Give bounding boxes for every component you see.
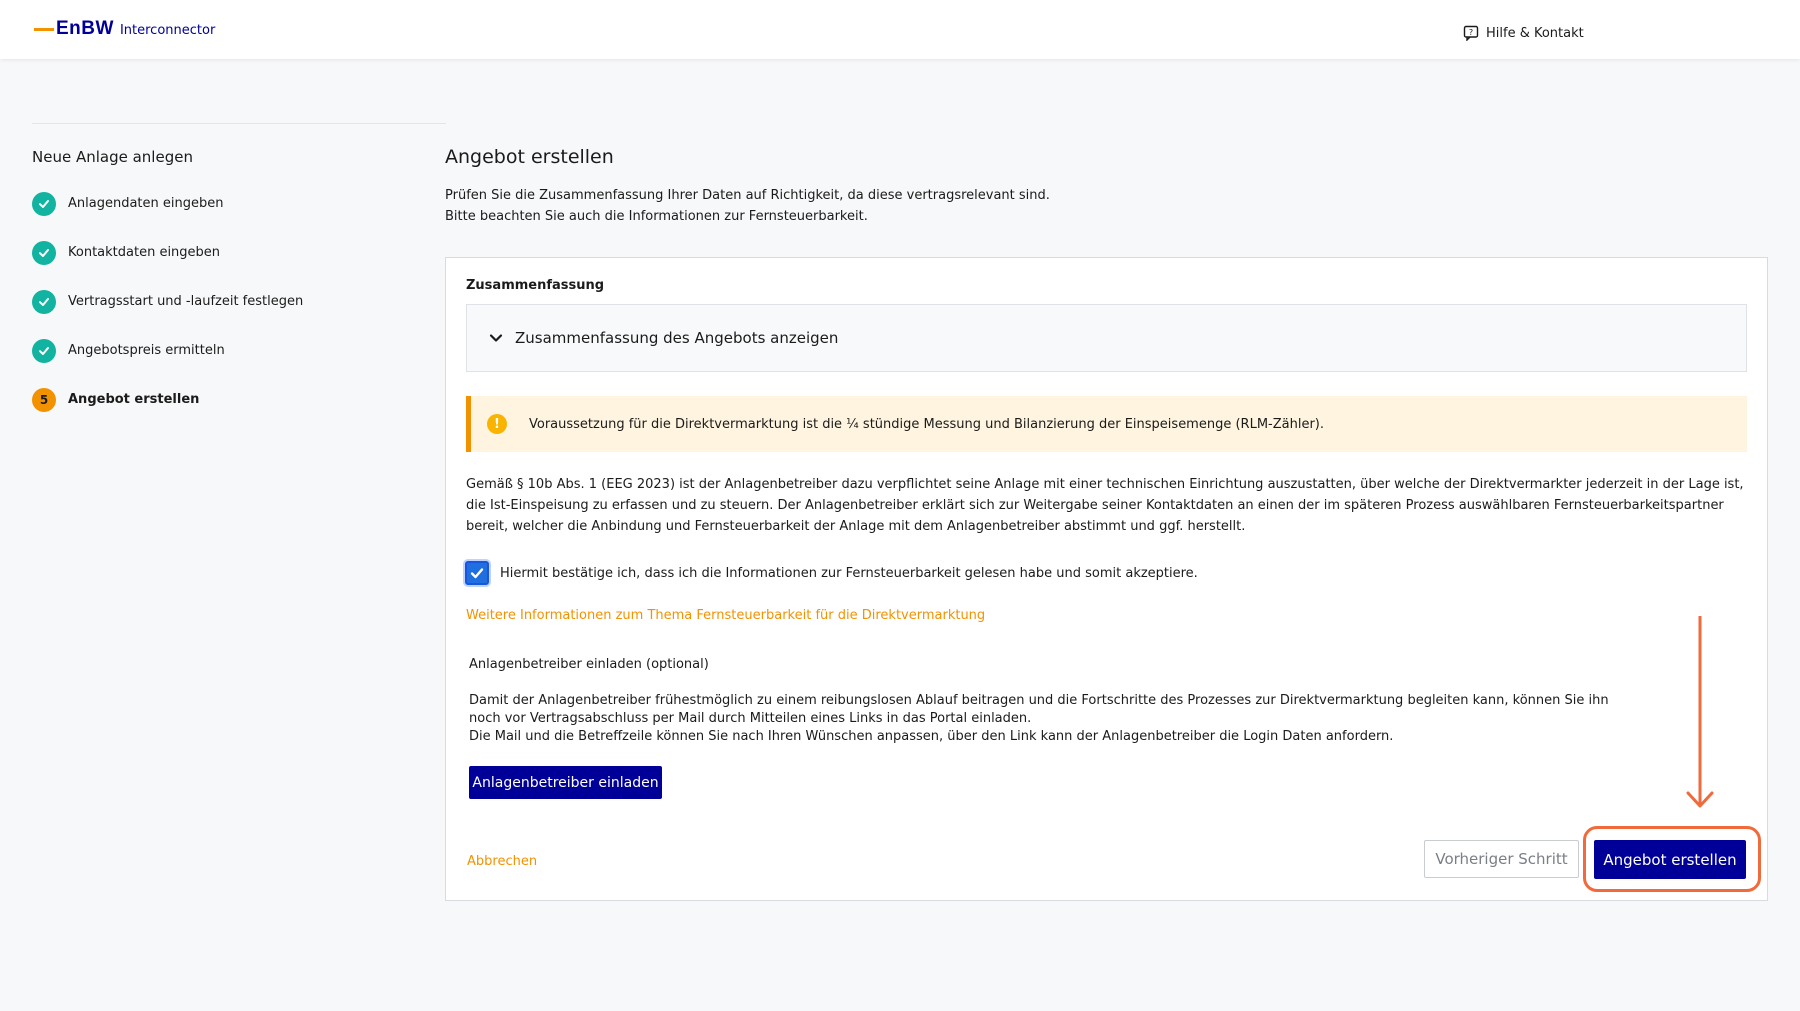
step-label: Vertragsstart und -laufzeit festlegen bbox=[68, 294, 304, 309]
confirm-row bbox=[465, 561, 1198, 585]
confirm-checkbox[interactable] bbox=[465, 561, 489, 585]
step-kontaktdaten[interactable] bbox=[32, 241, 432, 264]
step-label: Kontaktdaten eingeben bbox=[68, 245, 221, 260]
help-contact-link[interactable] bbox=[1463, 25, 1584, 41]
invite-title: Anlagenbetreiber einladen (optional) bbox=[469, 657, 709, 672]
step-label: Angebotspreis ermitteln bbox=[68, 343, 225, 358]
more-info-link[interactable]: Weitere Informationen zum Thema Fernsteuerbarkeit für die Direktvermarktung bbox=[466, 608, 986, 623]
chevron-down-icon bbox=[489, 331, 503, 345]
create-offer-button[interactable]: Angebot erstellen bbox=[1594, 840, 1746, 879]
legal-text: Gemäß § 10b Abs. 1 (EEG 2023) ist der Anlagenbetreiber dazu verpflichtet seine Anlage mit einer technischen Einrichtung auszustatten, über welche der Direktvermarkter jederzeit in der Lage ist, die Ist-Einspeisung zu erfassen und zu steuern. Der Anlagenbetreiber erklärt sich zur Weitergabe seiner Kontaktdaten an einen der im späteren Prozess auswählbaren Fernsteuerbarkeitspartner bereit, welcher die Anbindung und Fernsteuerbarkeit der Anlage mit dem Anlagenbetreiber abstimmt und ggf. herstellt. bbox=[466, 477, 1744, 534]
checkmark-icon bbox=[469, 565, 485, 581]
logo-product: Interconnector bbox=[119, 22, 216, 38]
svg-text:?: ? bbox=[1468, 28, 1474, 37]
help-contact-label: Hilfe & Kontakt bbox=[1486, 25, 1584, 41]
step-anlagendaten[interactable] bbox=[32, 192, 432, 215]
step-label: Angebot erstellen bbox=[68, 392, 200, 407]
step-vertragsstart[interactable] bbox=[32, 290, 432, 313]
check-circle-icon bbox=[32, 290, 56, 314]
summary-card bbox=[445, 257, 1768, 901]
invite-operator-button[interactable]: Anlagenbetreiber einladen bbox=[469, 766, 662, 799]
step-number-badge: 5 bbox=[32, 388, 56, 412]
page-title: Angebot erstellen bbox=[445, 146, 614, 168]
check-circle-icon bbox=[32, 339, 56, 363]
intro-line-2: Bitte beachten Sie auch die Informationen zur Fernsteuerbarkeit. bbox=[445, 209, 868, 224]
info-notice bbox=[466, 396, 1747, 452]
sidebar-divider bbox=[32, 123, 446, 124]
logo-brand: EnBW bbox=[56, 18, 114, 39]
previous-step-button[interactable]: Vorheriger Schritt bbox=[1424, 840, 1579, 878]
accordion-label: Zusammenfassung des Angebots anzeigen bbox=[515, 329, 839, 347]
check-circle-icon bbox=[32, 192, 56, 216]
confirm-label: Hiermit bestätige ich, dass ich die Informationen zur Fernsteuerbarkeit gelesen habe und somit akzeptiere. bbox=[500, 565, 1198, 581]
notice-text: Voraussetzung für die Direktvermarktung ist die ¼ stündige Messung und Bilanzierung der Einspeisemenge (RLM-Zähler). bbox=[529, 416, 1324, 432]
check-circle-icon bbox=[32, 241, 56, 265]
step-angebotspreis[interactable] bbox=[32, 339, 432, 362]
invite-line-1: Damit der Anlagenbetreiber frühestmöglich zu einem reibungslosen Ablauf beitragen und die Fortschritte des Prozesses zur Direktvermarktung begleiten kann, können Sie ihn noch vor Vertragsabschluss per Mail durch Mitteilen eines Links in das Portal einladen. bbox=[469, 693, 1609, 726]
invite-line-2: Die Mail und die Betreffzeile können Sie nach Ihren Wünschen anpassen, über den Link kann der Anlagenbetreiber die Login Daten anfordern. bbox=[469, 729, 1394, 744]
step-label: Anlagendaten eingeben bbox=[68, 196, 224, 211]
logo-accent-line bbox=[34, 28, 54, 31]
enbw-logo[interactable] bbox=[34, 18, 215, 40]
invite-description bbox=[469, 692, 1619, 746]
intro-line-1: Prüfen Sie die Zusammenfassung Ihrer Daten auf Richtigkeit, da diese vertragsrelevant sind. bbox=[445, 188, 1050, 203]
step-list bbox=[32, 192, 432, 437]
card-heading: Zusammenfassung bbox=[466, 278, 605, 293]
sidebar-title: Neue Anlage anlegen bbox=[32, 148, 193, 166]
intro-text bbox=[445, 185, 1050, 227]
summary-accordion[interactable] bbox=[466, 304, 1747, 372]
top-header bbox=[0, 0, 1800, 59]
cancel-link[interactable]: Abbrechen bbox=[467, 854, 538, 869]
info-icon: ! bbox=[487, 414, 507, 434]
step-angebot-erstellen[interactable] bbox=[32, 388, 432, 411]
help-chat-icon bbox=[1463, 25, 1479, 41]
